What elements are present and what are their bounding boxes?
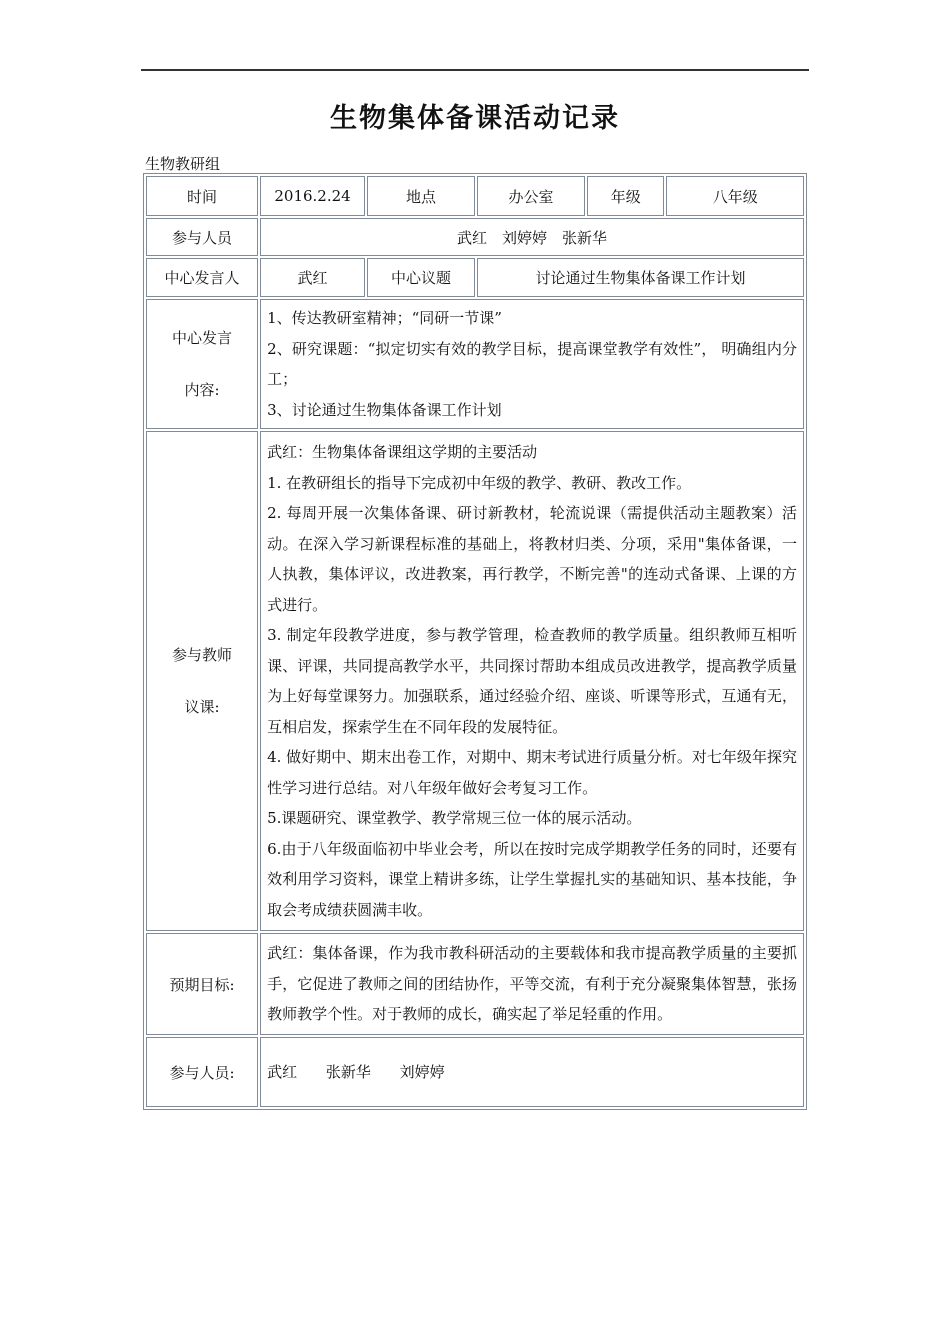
content-label (146, 299, 258, 429)
goal-text: 武红：集体备课，作为我市教科研活动的主要载体和我市提高教学质量的主要抓手，它促进了教师之间的团结协作，平等交流，有利于充分凝聚集体智慧，张扬教师教学个性。对于教师的成长，确实起了举足轻重的作用。 (260, 933, 804, 1035)
group-name: 生物教研组 (145, 155, 221, 173)
discussion-body (260, 431, 804, 931)
attendees-row (146, 1037, 804, 1107)
speaker-label: 中心发言人 (146, 258, 258, 297)
discussion-line: 武红：生物集体备课组这学期的主要活动 (267, 443, 538, 461)
speaker-row (146, 258, 804, 297)
topic-label: 中心议题 (367, 258, 475, 297)
attendee-name: 刘婷婷 (399, 1062, 445, 1081)
grade-value: 八年级 (666, 176, 804, 216)
participants-row (146, 218, 804, 256)
discussion-line: 1. 在教研组长的指导下完成初中年级的教学、教研、教改工作。 (267, 473, 692, 492)
participants-value: 武红 刘婷婷 张新华 (260, 218, 804, 256)
discussion-label-line2: 议课: (184, 698, 220, 716)
time-label: 时间 (146, 176, 258, 216)
content-line: 1、传达教研室精神；“同研一节课” (267, 309, 502, 327)
goal-label: 预期目标: (146, 933, 258, 1035)
place-label: 地点 (367, 176, 475, 216)
speaker-value: 武红 (260, 258, 365, 297)
discussion-line: 3. 制定年段教学进度，参与教学管理，检查教师的教学质量。组织教师互相听课、评课，共同提高教学水平，共同探讨帮助本组成员改进教学，提高教学质量为上好每堂课努力。加强联系，通过经验介绍、座谈、听课等形式，互通有无，互相启发，探索学生在不同年段的发展特征。 (267, 626, 797, 736)
discussion-line: 5.课题研究、课堂教学、教学常规三位一体的展示活动。 (267, 809, 642, 827)
record-table (143, 173, 807, 1110)
discussion-line: 6.由于八年级面临初中毕业会考，所以在按时完成学期教学任务的同时，还要有效利用学习资料，课堂上精讲多练，让学生掌握扎实的基础知识、基本技能，争取会考成绩获圆满丰收。 (267, 839, 797, 919)
goal-row (146, 933, 804, 1035)
attendees-names (260, 1037, 804, 1107)
grade-label: 年级 (587, 176, 664, 216)
place-value: 办公室 (477, 176, 585, 216)
attendees-label: 参与人员: (146, 1037, 258, 1107)
content-body (260, 299, 804, 429)
discussion-label (146, 431, 258, 931)
content-label-line2: 内容: (184, 381, 220, 399)
content-line: 3、讨论通过生物集体备课工作计划 (267, 400, 502, 419)
attendee-name: 张新华 (325, 1062, 371, 1081)
content-label-line1: 中心发言 (172, 329, 233, 347)
content-line: 2、研究课题：“拟定切实有效的教学目标，提高课堂教学有效性”， 明确组内分工； (267, 339, 797, 388)
discussion-row (146, 431, 804, 931)
header-row (146, 176, 804, 216)
discussion-line: 4. 做好期中、期末出卷工作，对期中、期末考试进行质量分析。对七年级年探究性学习进行总结。对八年级年做好会考复习工作。 (267, 748, 797, 797)
discussion-line: 2. 每周开展一次集体备课、研讨新教材，轮流说课（需提供活动主题教案）活动。在深入学习新课程标准的基础上，将教材归类、分项，采用"集体备课，一人执教，集体评议，改进教案，再行教学，不断完善"的连动式备课、上课的方式进行。 (267, 504, 797, 614)
time-value: 2016.2.24 (260, 176, 365, 216)
topic-value: 讨论通过生物集体备课工作计划 (477, 258, 804, 297)
attendee-name: 武红 (267, 1062, 298, 1081)
page-title: 生物集体备课活动记录 (330, 103, 620, 134)
top-rule (141, 69, 809, 71)
participants-label: 参与人员 (146, 218, 258, 256)
discussion-label-line1: 参与教师 (172, 646, 233, 664)
content-row (146, 299, 804, 429)
